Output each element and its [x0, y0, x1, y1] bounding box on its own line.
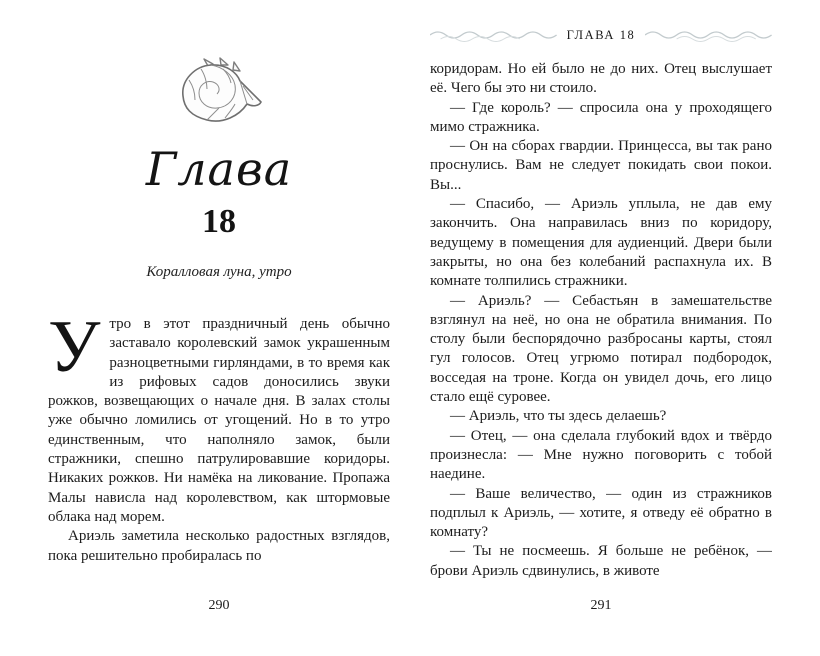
wave-decoration-left: [430, 27, 557, 43]
paragraph: — Он на сборах гвардии. Принцесса, вы так рано проснулись. Вам не следует покидать свои покои. Вы...: [430, 138, 772, 193]
conch-shell-illustration: [48, 54, 390, 130]
conch-shell-icon: [173, 56, 265, 128]
page-number-right: 291: [590, 598, 612, 613]
chapter-number: 18: [202, 203, 236, 240]
paragraph-opening: [48, 315, 390, 527]
paragraph: — Отец, — она сделала глубокий вдох и твёрдо произнесла: — Мне нужно поговорить с тобой наедине.: [430, 427, 772, 483]
left-page-body: [48, 315, 390, 566]
page-number-left: 290: [208, 598, 230, 613]
paragraph: коридорам. Но ей было не до них. Отец выслушает её. Чего бы это ни стоило.: [430, 61, 772, 97]
running-header-text: ГЛАВА 18: [566, 27, 636, 42]
paragraph: — Где король? — спросила она у проходящего мимо стражника.: [430, 99, 772, 135]
paragraph: — Ариэль? — Себастьян в замешательстве взглянул на неё, но она не обратила внимания. По столу были беспорядочно разбросаны карты, стоял гул голосов. Отец угрюмо потирал подбородок, восседая на троне. Когда он увидел дочь, его лицо стало ещё суровее.: [430, 292, 772, 406]
page-right: [410, 0, 820, 656]
paragraph-opening-text: тро в этот праздничный день обычно заставало королевский замок украшенным разноцветными гирляндами, в то время как из рифовых садов доносились звуки рожков, возвещающих о начале дня. В залах столы уже обычно ломились от угощений. Но в то утро единственным, что наполняло замок, были стражники, спешно патрулировавшие коридоры. Никаких рожков. Ни намёка на ликование. Пропажа Малы нависла над королевством, как штормовые облака над морем.: [48, 316, 390, 525]
running-header: [430, 24, 772, 46]
paragraph: — Ты не посмеешь. Я больше не ребёнок, — брови Ариэль сдвинулись, в животе: [430, 543, 772, 579]
paragraph: — Ваше величество, — один из стражников подплыл к Ариэль, — хотите, я отведу её обратно в комнату?: [430, 485, 772, 541]
drop-cap: У: [48, 315, 101, 388]
paragraph: — Ариэль, что ты здесь делаешь?: [450, 408, 667, 425]
wave-decoration-right: [645, 27, 772, 43]
paragraph: Ариэль заметила несколько радостных взглядов, пока решительно пробиралась по: [48, 528, 390, 564]
right-page-body: [430, 60, 772, 581]
chapter-word: Глава: [145, 142, 293, 196]
chapter-subtitle: Коралловая луна, утро: [146, 264, 292, 280]
paragraph: — Спасибо, — Ариэль уплыла, не дав ему закончить. Она направилась вниз по коридору, ведущему в помещения для аудиенций. Двери были закрыты, но она без колебаний распахнула их. В комнате толпились стражники.: [430, 196, 772, 290]
